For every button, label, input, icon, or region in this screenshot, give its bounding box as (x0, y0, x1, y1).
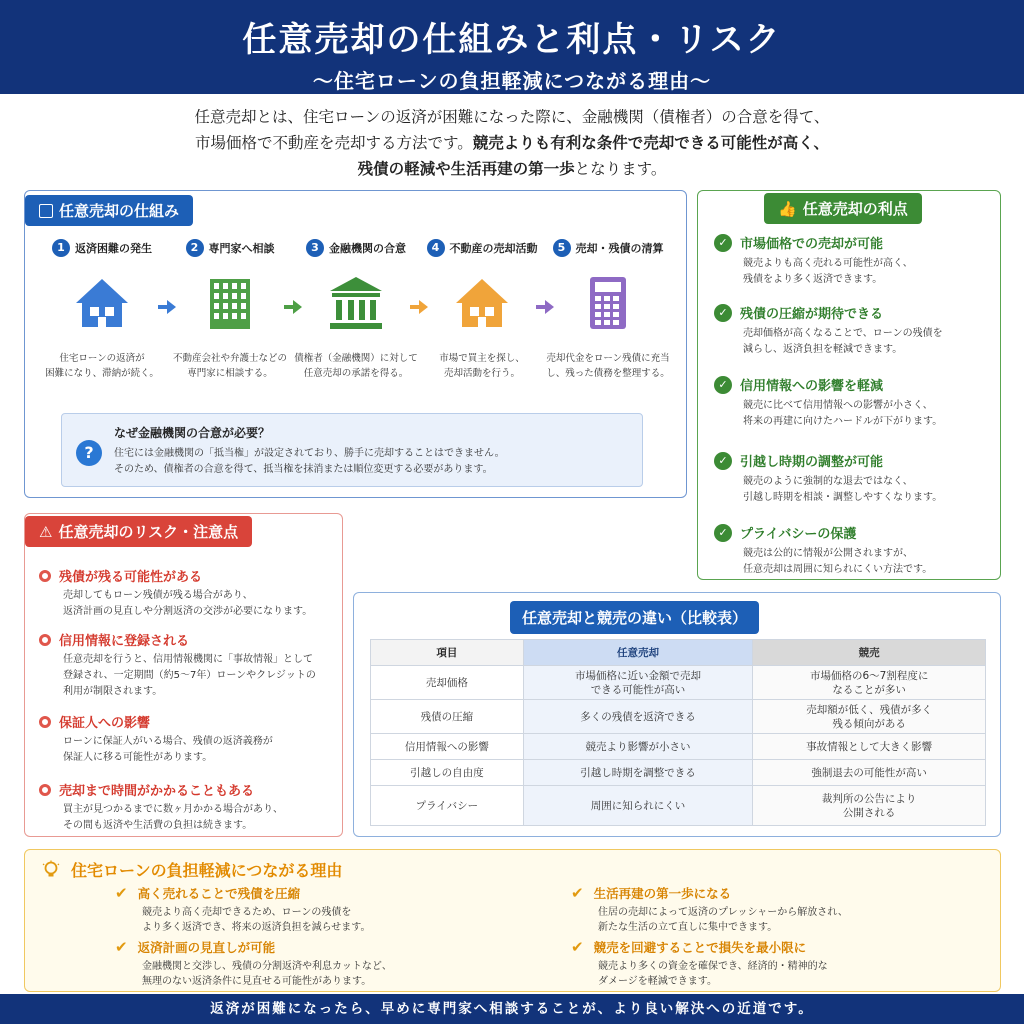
keibai-cell (753, 666, 986, 700)
step-desc-line-1: 不動産会社や弁護士などの (172, 353, 287, 364)
header-item: 項目 (371, 640, 524, 666)
step-label: 金融機関の合意 (329, 242, 406, 255)
step-description (291, 351, 421, 381)
risk-item (39, 630, 339, 700)
risk-heading-text: 保証人への影響 (59, 716, 151, 731)
reason-desc-line-2: 新たな生活の立て直しに集中できます。 (598, 922, 778, 933)
reason-desc-line-1: 金融機関と交渉し、残債の分割返済や利息カットなど、 (142, 961, 392, 972)
bullet-circle-icon (39, 784, 51, 796)
merit-heading-text: 市場価格での売却が可能 (740, 237, 884, 252)
merit-desc-line-1: 売却価格が高くなることで、ローンの残債を (743, 328, 943, 339)
step-desc-line-2: 専門家に相談する。 (187, 368, 273, 379)
mechanism-title-text: 任意売却の仕組み (59, 202, 180, 220)
risk-desc-line: ローンに保証人がいる場合、残債の返済義務が (63, 736, 273, 747)
risk-description (63, 734, 339, 766)
mechanism-panel (24, 190, 687, 498)
arrow-right-icon (409, 297, 429, 317)
step-label: 返済困難の発生 (75, 242, 152, 255)
cell-line: なることが多い (832, 683, 906, 696)
reason-desc-line-1: 競売より多くの資金を確保でき、経済的・精神的な (598, 961, 828, 972)
merit-desc-line-1: 競売のように強制的な退去ではなく、 (743, 476, 913, 487)
reason-description (142, 905, 535, 935)
page-title: 任意売却の仕組みと利点・リスク (242, 20, 782, 60)
check-circle-icon: ✓ (714, 234, 732, 252)
step-desc-line-2: し、残った債務を整理する。 (546, 368, 670, 379)
step-description (417, 351, 547, 381)
arrow-right-icon (157, 297, 177, 317)
step-number: 5 (553, 239, 571, 257)
step-desc-line-1: 債権者（金融機関）に対して (294, 353, 418, 364)
table-row (371, 760, 986, 786)
step-description (543, 351, 673, 381)
merit-desc-line-2: 減らし、返済負担を軽減できます。 (743, 344, 903, 355)
merit-desc-line-1: 競売よりも高く売れる可能性が高く、 (743, 258, 913, 269)
risk-heading-text: 売却まで時間がかかることもある (59, 784, 255, 799)
merit-heading (714, 523, 994, 542)
reason-heading (571, 938, 991, 956)
cell-line: 裁判所の公告により (821, 792, 917, 805)
risk-heading (39, 630, 339, 649)
merit-description (743, 398, 994, 430)
merit-item (714, 303, 994, 358)
step-number: 2 (186, 239, 204, 257)
step-desc-line-1: 売却代金をローン残債に充当 (546, 353, 670, 364)
reason-description (598, 905, 991, 935)
merit-item (714, 233, 994, 288)
question-icon: ? (76, 440, 102, 466)
why-consent-title: なぜ金融機関の合意が必要？ (114, 426, 271, 440)
risk-desc-line: 返済計画の見直しや分割返済の交渉が必要になります。 (63, 606, 313, 617)
step-heading (291, 239, 421, 257)
merit-heading-text: 引越し時期の調整が可能 (740, 455, 884, 470)
reasons-title-text: 住宅ローンの負担軽減につながる理由 (71, 861, 343, 880)
bullet-circle-icon (39, 634, 51, 646)
row-item-cell (371, 700, 524, 734)
reason-heading-text: 生活再建の第一歩になる (593, 886, 732, 901)
risk-desc-line: その間も返済や生活費の負担は続きます。 (63, 820, 253, 831)
bank-icon (326, 273, 386, 333)
process-step-5 (543, 239, 673, 381)
merit-description (743, 546, 994, 578)
merit-description (743, 256, 994, 288)
step-heading (543, 239, 673, 257)
nin-i-baikyaku-cell (523, 700, 753, 734)
reason-heading (115, 884, 535, 902)
step-label: 不動産の売却活動 (449, 242, 538, 255)
reasons-title (41, 858, 342, 881)
comparison-panel (353, 592, 1001, 837)
cell-line: できる可能性が高い (590, 683, 686, 696)
reason-heading-text: 競売を回避することで損失を最小限に (593, 940, 807, 955)
risk-description (63, 588, 339, 620)
merit-description (743, 474, 994, 506)
merit-heading (714, 375, 994, 394)
house-icon (72, 273, 132, 333)
checkmark-icon: ✔ (571, 884, 584, 902)
merit-heading-text: 信用情報への影響を軽減 (740, 379, 884, 394)
cell-line: 競売より影響が小さい (585, 740, 691, 753)
why-consent-box (61, 413, 643, 487)
merit-desc-line-2: 任意売却は周囲に知られにくい方法です。 (743, 564, 933, 575)
row-item-cell (371, 666, 524, 700)
nin-i-baikyaku-cell (523, 734, 753, 760)
reason-desc-line-2: より多く返済でき、将来の返済負担を減らせます。 (142, 922, 371, 933)
table-row (371, 786, 986, 826)
reasons-panel (24, 849, 1001, 992)
table-row (371, 666, 986, 700)
reason-heading (571, 884, 991, 902)
process-step-2 (165, 239, 295, 381)
footer-banner: 返済が困難になったら、早めに専門家へ相談することが、より良い解決への近道です。 (0, 994, 1024, 1024)
table-row (371, 734, 986, 760)
cell-line: 公開される (842, 806, 896, 819)
table-header-row (371, 640, 986, 666)
step-description (37, 351, 167, 381)
step-desc-line-2: 困難になり、滞納が続く。 (45, 368, 159, 379)
row-item-cell (371, 760, 524, 786)
reason-heading-text: 高く売れることで残債を圧縮 (137, 886, 301, 901)
reason-description (598, 959, 991, 989)
reason-description (142, 959, 535, 989)
why-consent-text (114, 446, 505, 478)
reason-desc-line-2: 無理のない返済条件に見直せる可能性があります。 (142, 976, 372, 987)
cell-line: 信用情報への影響 (404, 740, 489, 753)
page-header (0, 0, 1024, 94)
risk-heading (39, 566, 339, 585)
merit-desc-line-2: 将来の再建に向けたハードルが下がります。 (743, 416, 943, 427)
bullet-circle-icon (39, 570, 51, 582)
header-keibai: 競売 (753, 640, 986, 666)
cell-line: 残る傾向がある (832, 717, 906, 730)
intro-line-1: 任意売却とは、住宅ローンの返済が困難になった際に、金融機関（債権者）の合意を得て、 (194, 108, 830, 126)
arrow-right-icon (535, 297, 555, 317)
mechanism-title (25, 195, 193, 226)
check-circle-icon: ✓ (714, 452, 732, 470)
merits-title-text: 任意売却の利点 (802, 200, 908, 218)
cell-line: 事故情報として大きく影響 (806, 740, 933, 753)
merits-title (764, 193, 922, 224)
cell-line: 市場価格の6〜7割程度に (809, 669, 929, 682)
reason-desc-line-1: 住居の売却によって返済のプレッシャーから解放され、 (598, 907, 848, 918)
risk-desc-line: 保証人に移る可能性があります。 (63, 752, 213, 763)
comparison-table-body (371, 666, 986, 826)
cell-line: 残債の圧縮 (420, 710, 474, 723)
why-consent-text-2: そのため、債権者の合意を得て、抵当権を抹消または順位変更する必要があります。 (114, 464, 493, 475)
checkmark-icon: ✔ (571, 938, 584, 956)
cell-line: 引越しの自由度 (410, 766, 484, 779)
merit-heading (714, 233, 994, 252)
reason-item (115, 884, 535, 935)
process-step-3 (291, 239, 421, 381)
warning-icon: ⚠ (39, 523, 53, 541)
checkmark-icon: ✔ (115, 884, 128, 902)
cell-line: 売却額が低く、残債が多く (806, 703, 933, 716)
house-outline-icon (39, 204, 53, 218)
reason-item (571, 938, 991, 989)
reason-heading-text: 返済計画の見直しが可能 (137, 940, 276, 955)
risk-desc-line: 登録され、一定期間（約5〜7年）ローンやクレジットの (63, 670, 316, 681)
step-desc-line-1: 市場で買主を探し、 (439, 353, 525, 364)
house-sale-icon (452, 273, 512, 333)
intro-line-3a: 残債の軽減や生活再建の第一歩 (357, 160, 575, 178)
step-description (165, 351, 295, 381)
risk-description (63, 652, 339, 700)
cell-line: 売却価格 (425, 676, 468, 689)
reason-item (115, 938, 535, 989)
table-row (371, 700, 986, 734)
reason-heading (115, 938, 535, 956)
keibai-cell (753, 700, 986, 734)
cell-line: 周囲に知られにくい (590, 799, 686, 812)
risk-heading (39, 712, 339, 731)
process-step-4 (417, 239, 547, 381)
bullet-circle-icon (39, 716, 51, 728)
merit-desc-line-2: 引越し時期を相談・調整しやすくなります。 (743, 492, 943, 503)
arrow-right-icon (283, 297, 303, 317)
risk-item (39, 712, 339, 766)
merit-desc-line-1: 競売に比べて信用情報への影響が小さく、 (743, 400, 933, 411)
reason-item (571, 884, 991, 935)
merit-description (743, 326, 994, 358)
step-desc-line-2: 売却活動を行う。 (443, 368, 520, 379)
risk-description (63, 802, 339, 834)
risk-desc-line: 買主が見つかるまでに数ヶ月かかる場合があり、 (63, 804, 283, 815)
merits-panel (697, 190, 1001, 580)
intro-text (0, 104, 1024, 182)
merit-heading (714, 451, 994, 470)
why-consent-text-1: 住宅には金融機関の「抵当権」が設定されており、勝手に売却することはできません。 (114, 448, 505, 459)
risk-desc-line: 任意売却を行うと、信用情報機関に「事故情報」として (63, 654, 313, 665)
check-circle-icon: ✓ (714, 304, 732, 322)
step-heading (37, 239, 167, 257)
keibai-cell (753, 786, 986, 826)
risk-item (39, 780, 339, 834)
intro-line-2a: 市場価格で不動産を売却する方法です。 (195, 134, 473, 152)
lightbulb-icon (41, 860, 61, 880)
nin-i-baikyaku-cell (523, 786, 753, 826)
step-heading (417, 239, 547, 257)
risk-desc-line: 売却してもローン残債が残る場合があり、 (63, 590, 253, 601)
calculator-icon (578, 273, 638, 333)
row-item-cell (371, 734, 524, 760)
merit-heading-text: 残債の圧縮が期待できる (740, 307, 884, 322)
intro-line-3b: となります。 (574, 160, 667, 178)
risks-title-text: 任意売却のリスク・注意点 (58, 523, 239, 541)
building-icon (200, 273, 260, 333)
checkmark-icon: ✔ (115, 938, 128, 956)
step-number: 4 (427, 239, 445, 257)
step-label: 売却・残債の清算 (575, 242, 664, 255)
risk-desc-line: 利用が制限されます。 (63, 686, 163, 697)
check-circle-icon: ✓ (714, 376, 732, 394)
process-step-1 (37, 239, 167, 381)
reason-desc-line-2: ダメージを軽減できます。 (598, 976, 717, 987)
thumbs-up-icon: 👍 (778, 200, 797, 218)
merit-desc-line-2: 残債をより多く返済できます。 (743, 274, 883, 285)
cell-line: 多くの残債を返済できる (580, 710, 696, 723)
step-heading (165, 239, 295, 257)
step-desc-line-1: 住宅ローンの返済が (59, 353, 145, 364)
merit-heading-text: プライバシーの保護 (740, 527, 857, 542)
risk-heading (39, 780, 339, 799)
keibai-cell (753, 734, 986, 760)
merit-desc-line-1: 競売は公的に情報が公開されますが、 (743, 548, 913, 559)
step-number: 1 (52, 239, 70, 257)
nin-i-baikyaku-cell (523, 666, 753, 700)
nin-i-baikyaku-cell (523, 760, 753, 786)
intro-line-2 (0, 130, 1024, 156)
mechanism-steps (25, 239, 688, 389)
merit-item (714, 375, 994, 430)
intro-line-3 (0, 156, 1024, 182)
merit-heading (714, 303, 994, 322)
risks-title (25, 516, 252, 547)
comparison-title: 任意売却と競売の違い（比較表） (510, 601, 759, 634)
cell-line: 市場価格に近い金額で売却 (575, 669, 702, 682)
cell-line: プライバシー (415, 799, 479, 812)
step-label: 専門家へ相談 (208, 242, 275, 255)
risk-heading-text: 信用情報に登録される (59, 634, 190, 649)
risk-heading-text: 残債が残る可能性がある (59, 570, 203, 585)
page-subtitle: 〜住宅ローンの負担軽減につながる理由〜 (312, 69, 712, 93)
step-number: 3 (306, 239, 324, 257)
header-nin-i-baikyaku: 任意売却 (523, 640, 753, 666)
intro-line-2b: 競売よりも有利な条件で売却できる可能性が高く、 (472, 134, 829, 152)
cell-line: 強制退去の可能性が高い (811, 766, 927, 779)
keibai-cell (753, 760, 986, 786)
merit-item (714, 451, 994, 506)
cell-line: 引越し時期を調整できる (580, 766, 696, 779)
step-desc-line-2: 任意売却の承諾を得る。 (303, 368, 409, 379)
reason-desc-line-1: 競売より高く売却できるため、ローンの残債を (142, 907, 352, 918)
check-circle-icon: ✓ (714, 524, 732, 542)
merit-item (714, 523, 994, 578)
row-item-cell (371, 786, 524, 826)
risks-panel (24, 513, 343, 837)
risk-item (39, 566, 339, 620)
comparison-table (370, 639, 986, 826)
